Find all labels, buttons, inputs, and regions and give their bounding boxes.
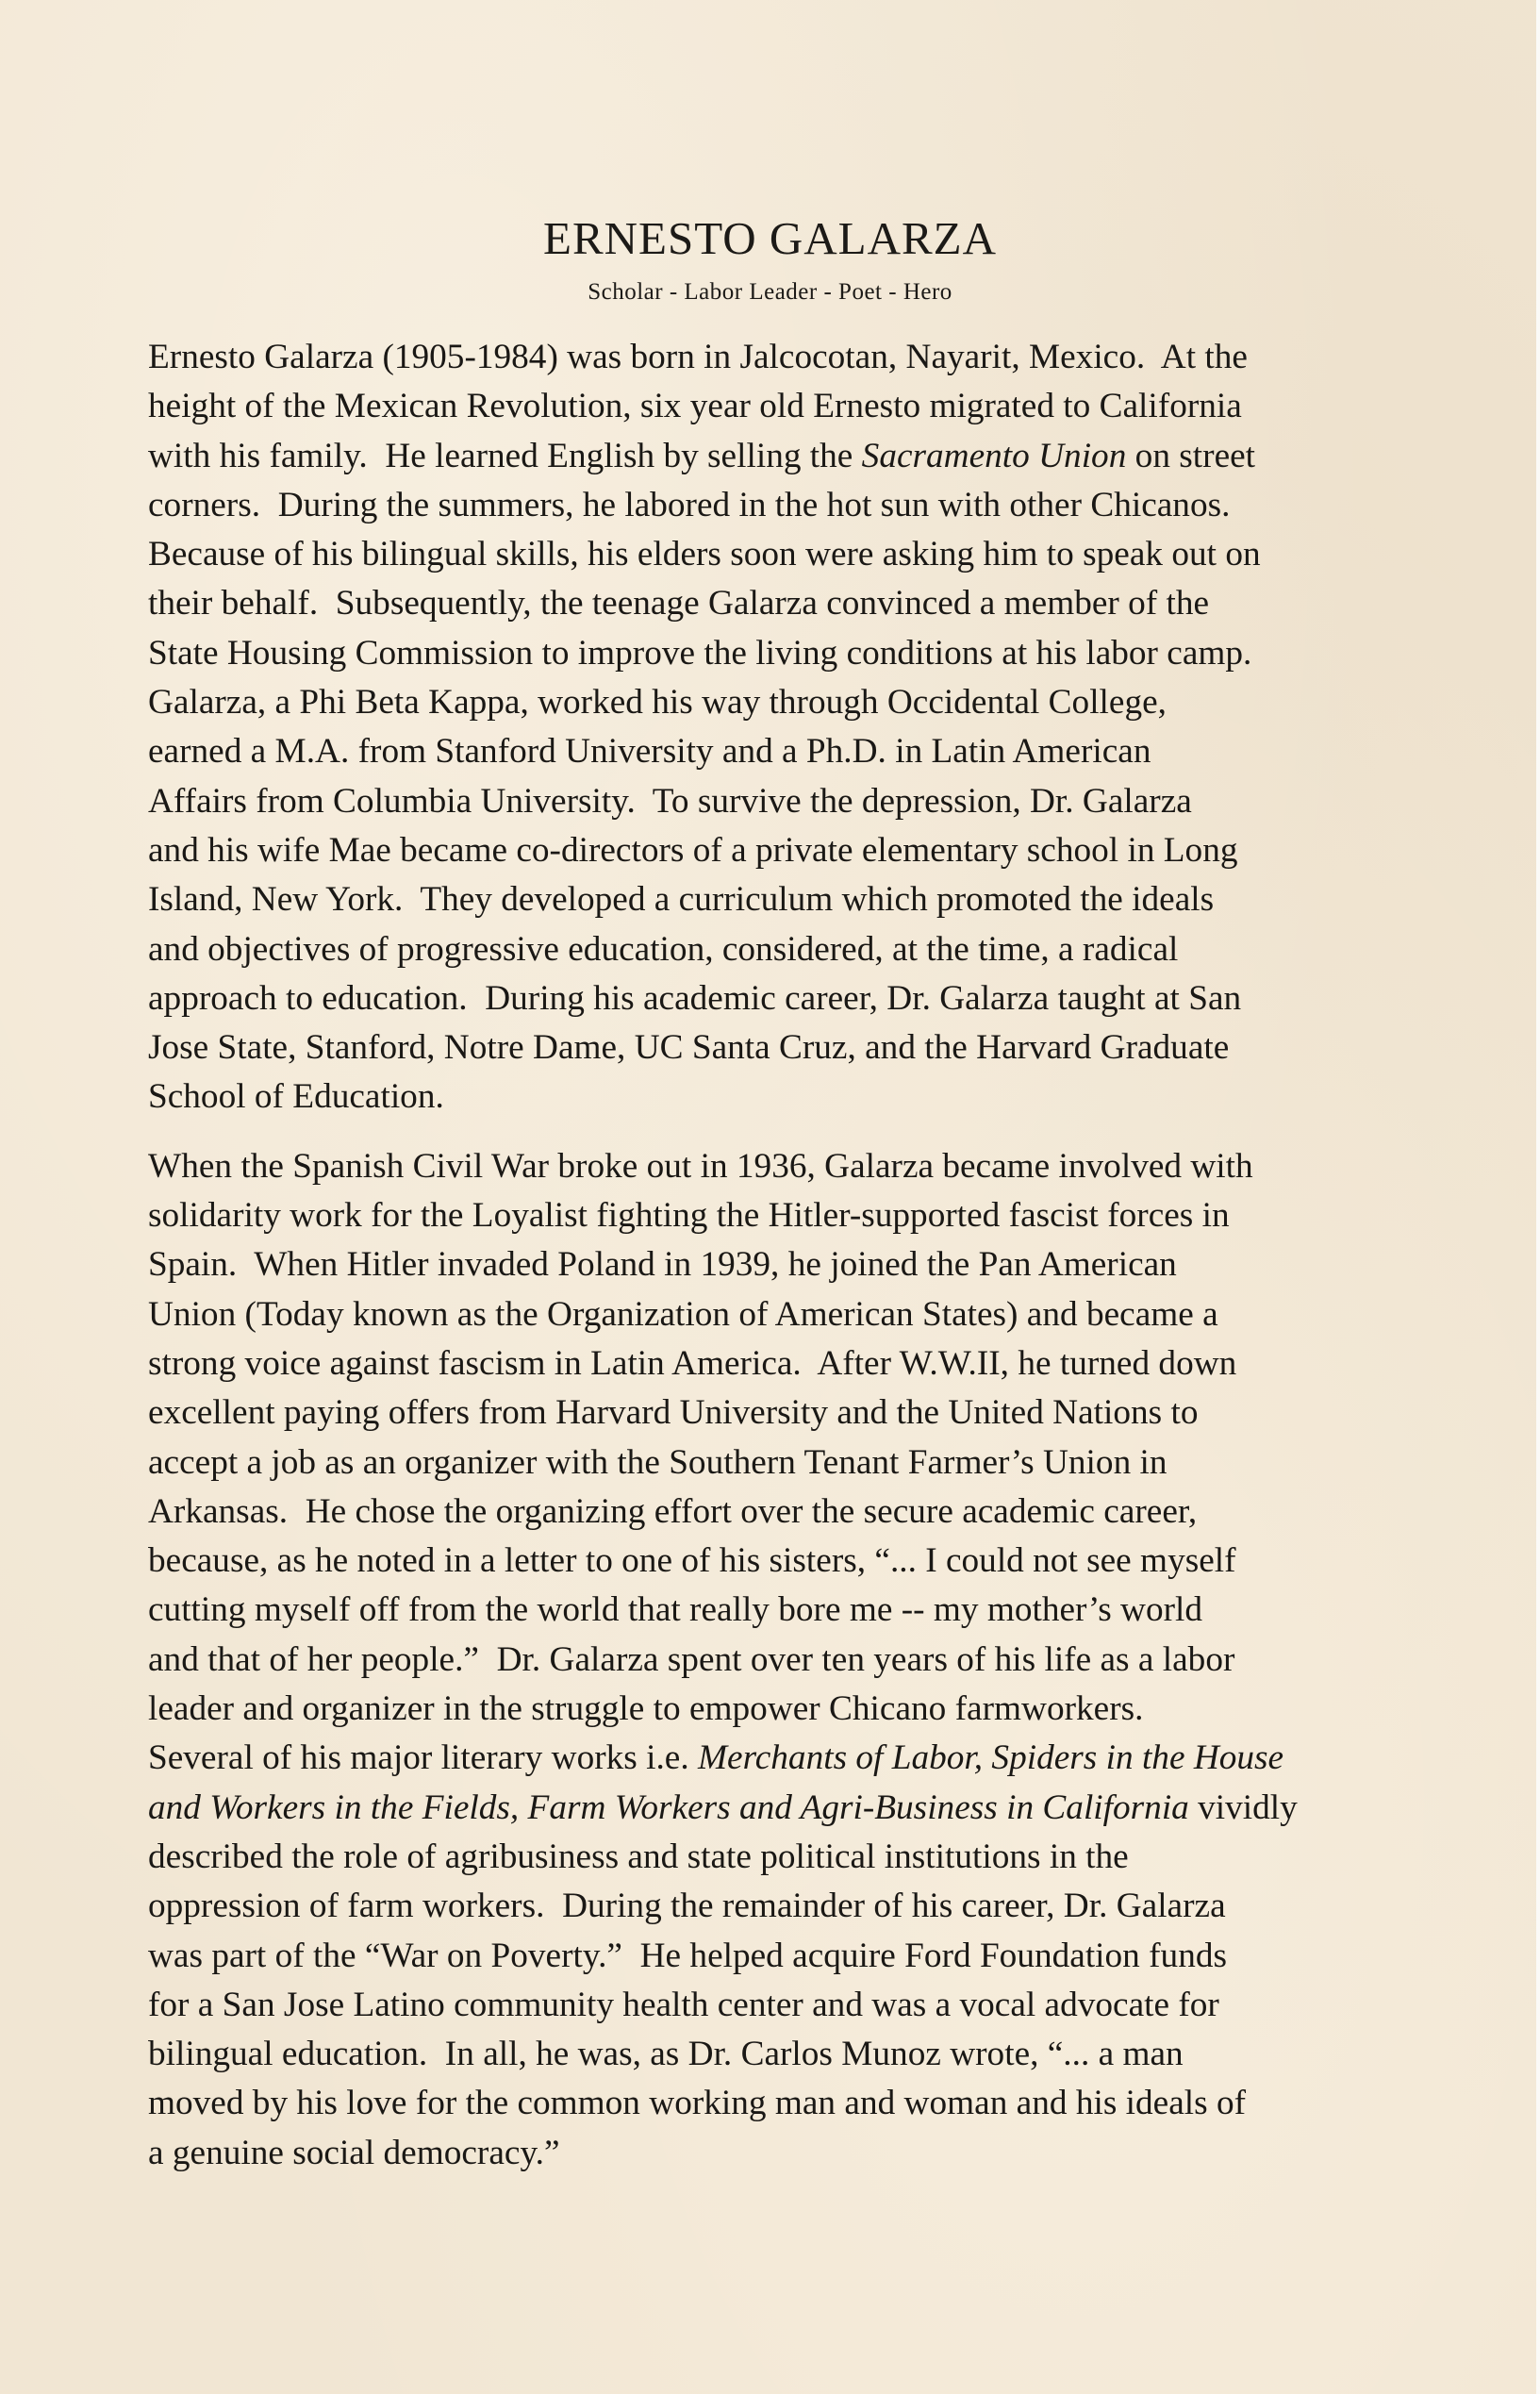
text-run: height of the Mexican Revolution, six year old Ernesto migrated to California [148,387,1242,426]
text-line [148,1833,1480,1882]
text-run: When the Spanish Civil War broke out in 1936, Galarza became involved with [148,1146,1253,1186]
text-run: moved by his love for the common working man and woman and his ideals of [148,2084,1247,2123]
text-line [148,1023,1480,1072]
text-line [148,1537,1480,1586]
text-line [148,678,1480,727]
text-run: Jose State, Stanford, Notre Dame, UC Santa Cruz, and the Harvard Graduate [148,1028,1230,1068]
text-line [148,629,1480,678]
text-run: was part of the “War on Poverty.” He helped acquire Ford Foundation funds [148,1936,1228,1975]
text-run: with his family. He learned English by selling the [148,436,862,475]
text-run: Affairs from Columbia University. To survive the depression, Dr. Galarza [148,781,1192,821]
text-line [148,382,1480,431]
text-line [148,1240,1480,1289]
text-line [148,1339,1480,1388]
text-run: corners. During the summers, he labored in the hot sun with other Chicanos. [148,485,1231,524]
text-run: oppression of farm workers. During the remainder of his career, Dr. Galarza [148,1887,1226,1926]
text-run: their behalf. Subsequently, the teenage Galarza convinced a member of the [148,584,1210,623]
scan-edge [1536,0,1540,2394]
text-line [148,1586,1480,1635]
text-line [148,2030,1480,2079]
text-run: because, as he noted in a letter to one of his sisters, “... I could not see myself [148,1541,1236,1581]
paragraph-biography-early-life [148,333,1487,1122]
text-run: State Housing Commission to improve the living conditions at his labor camp. [148,633,1252,673]
text-run: described the role of agribusiness and state political institutions in the [148,1837,1129,1876]
text-run: Union (Today known as the Organization of American States) and became a [148,1294,1218,1334]
text-run: School of Education. [148,1077,444,1117]
text-line [148,1734,1480,1783]
text-run: and that of her people.” Dr. Galarza spent over ten years of his life as a labor [148,1639,1235,1679]
text-run: Several of his major literary works i.e. [148,1738,698,1778]
text-run: Ernesto Galarza (1905-1984) was born in Jalcocotan, Nayarit, Mexico. At the [148,338,1248,376]
text-run: and his wife Mae became co-directors of a private elementary school in Long [148,830,1238,870]
text-line [148,1191,1480,1240]
text-line [148,1488,1480,1537]
text-run: leader and organizer in the struggle to empower Chicano farmworkers. [148,1689,1144,1729]
text-line [148,925,1480,974]
italic-title-text: and Workers in the Fields, Farm Workers and Agri-Business in California [148,1787,1189,1827]
text-line [148,1932,1480,1981]
text-line [148,1142,1480,1191]
text-line [148,2129,1480,2178]
text-line [148,875,1480,924]
text-line [148,826,1480,875]
text-run: on street [1126,436,1256,475]
text-run: solidarity work for the Loyalist fighting the Hitler-supported fascist forces in [148,1196,1230,1236]
text-run: Island, New York. They developed a curriculum which promoted the ideals [148,880,1215,920]
text-line [148,1685,1480,1734]
document-body [148,333,1487,2198]
italic-title-text: Merchants of Labor, Spiders in the House [697,1738,1284,1778]
text-run: excellent paying offers from Harvard University and the United Nations to [148,1393,1199,1433]
text-run: Spain. When Hitler invaded Poland in 1939, he joined the Pan American [148,1245,1177,1285]
text-run: accept a job as an organizer with the Southern Tenant Farmer’s Union in [148,1442,1167,1482]
text-line [148,1981,1480,2030]
text-line [148,1784,1480,1833]
paragraph-biography-activism [148,1142,1487,2178]
text-run: Galarza, a Phi Beta Kappa, worked his way through Occidental College, [148,683,1167,723]
text-line [148,481,1480,530]
text-line [148,1388,1480,1438]
text-run: for a San Jose Latino community health center and was a vocal advocate for [148,1985,1219,2024]
text-line [148,1636,1480,1685]
text-run: earned a M.A. from Stanford University and a Ph.D. in Latin American [148,732,1151,772]
text-run: a genuine social democracy.” [148,2133,560,2172]
text-run: cutting myself off from the world that really bore me -- my mother’s world [148,1590,1203,1630]
text-line [148,1438,1480,1488]
text-run: and objectives of progressive education, considered, at the time, a radical [148,929,1179,969]
text-line [148,333,1480,382]
text-line [148,530,1480,579]
text-run: bilingual education. In all, he was, as Dr. Carlos Munoz wrote, “... a man [148,2035,1184,2074]
page-subtitle: Scholar - Labor Leader - Poet - Hero [588,279,952,305]
page-title: ERNESTO GALARZA [543,212,997,264]
text-run: approach to education. During his academic career, Dr. Galarza taught at San [148,978,1242,1018]
text-line [148,777,1480,826]
text-run: strong voice against fascism in Latin America. After W.W.II, he turned down [148,1343,1237,1383]
text-run: Arkansas. He chose the organizing effort over the secure academic career, [148,1491,1198,1531]
text-line [148,432,1480,481]
text-line [148,1290,1480,1339]
text-run: Because of his bilingual skills, his elders soon were asking him to speak out on [148,535,1261,574]
text-run: vividly [1188,1787,1298,1827]
text-line [148,727,1480,776]
text-line [148,579,1480,628]
text-line [148,1882,1480,1931]
italic-title-text: Sacramento Union [861,436,1127,475]
text-line [148,1072,1480,1122]
text-line [148,2079,1480,2128]
text-line [148,974,1480,1023]
